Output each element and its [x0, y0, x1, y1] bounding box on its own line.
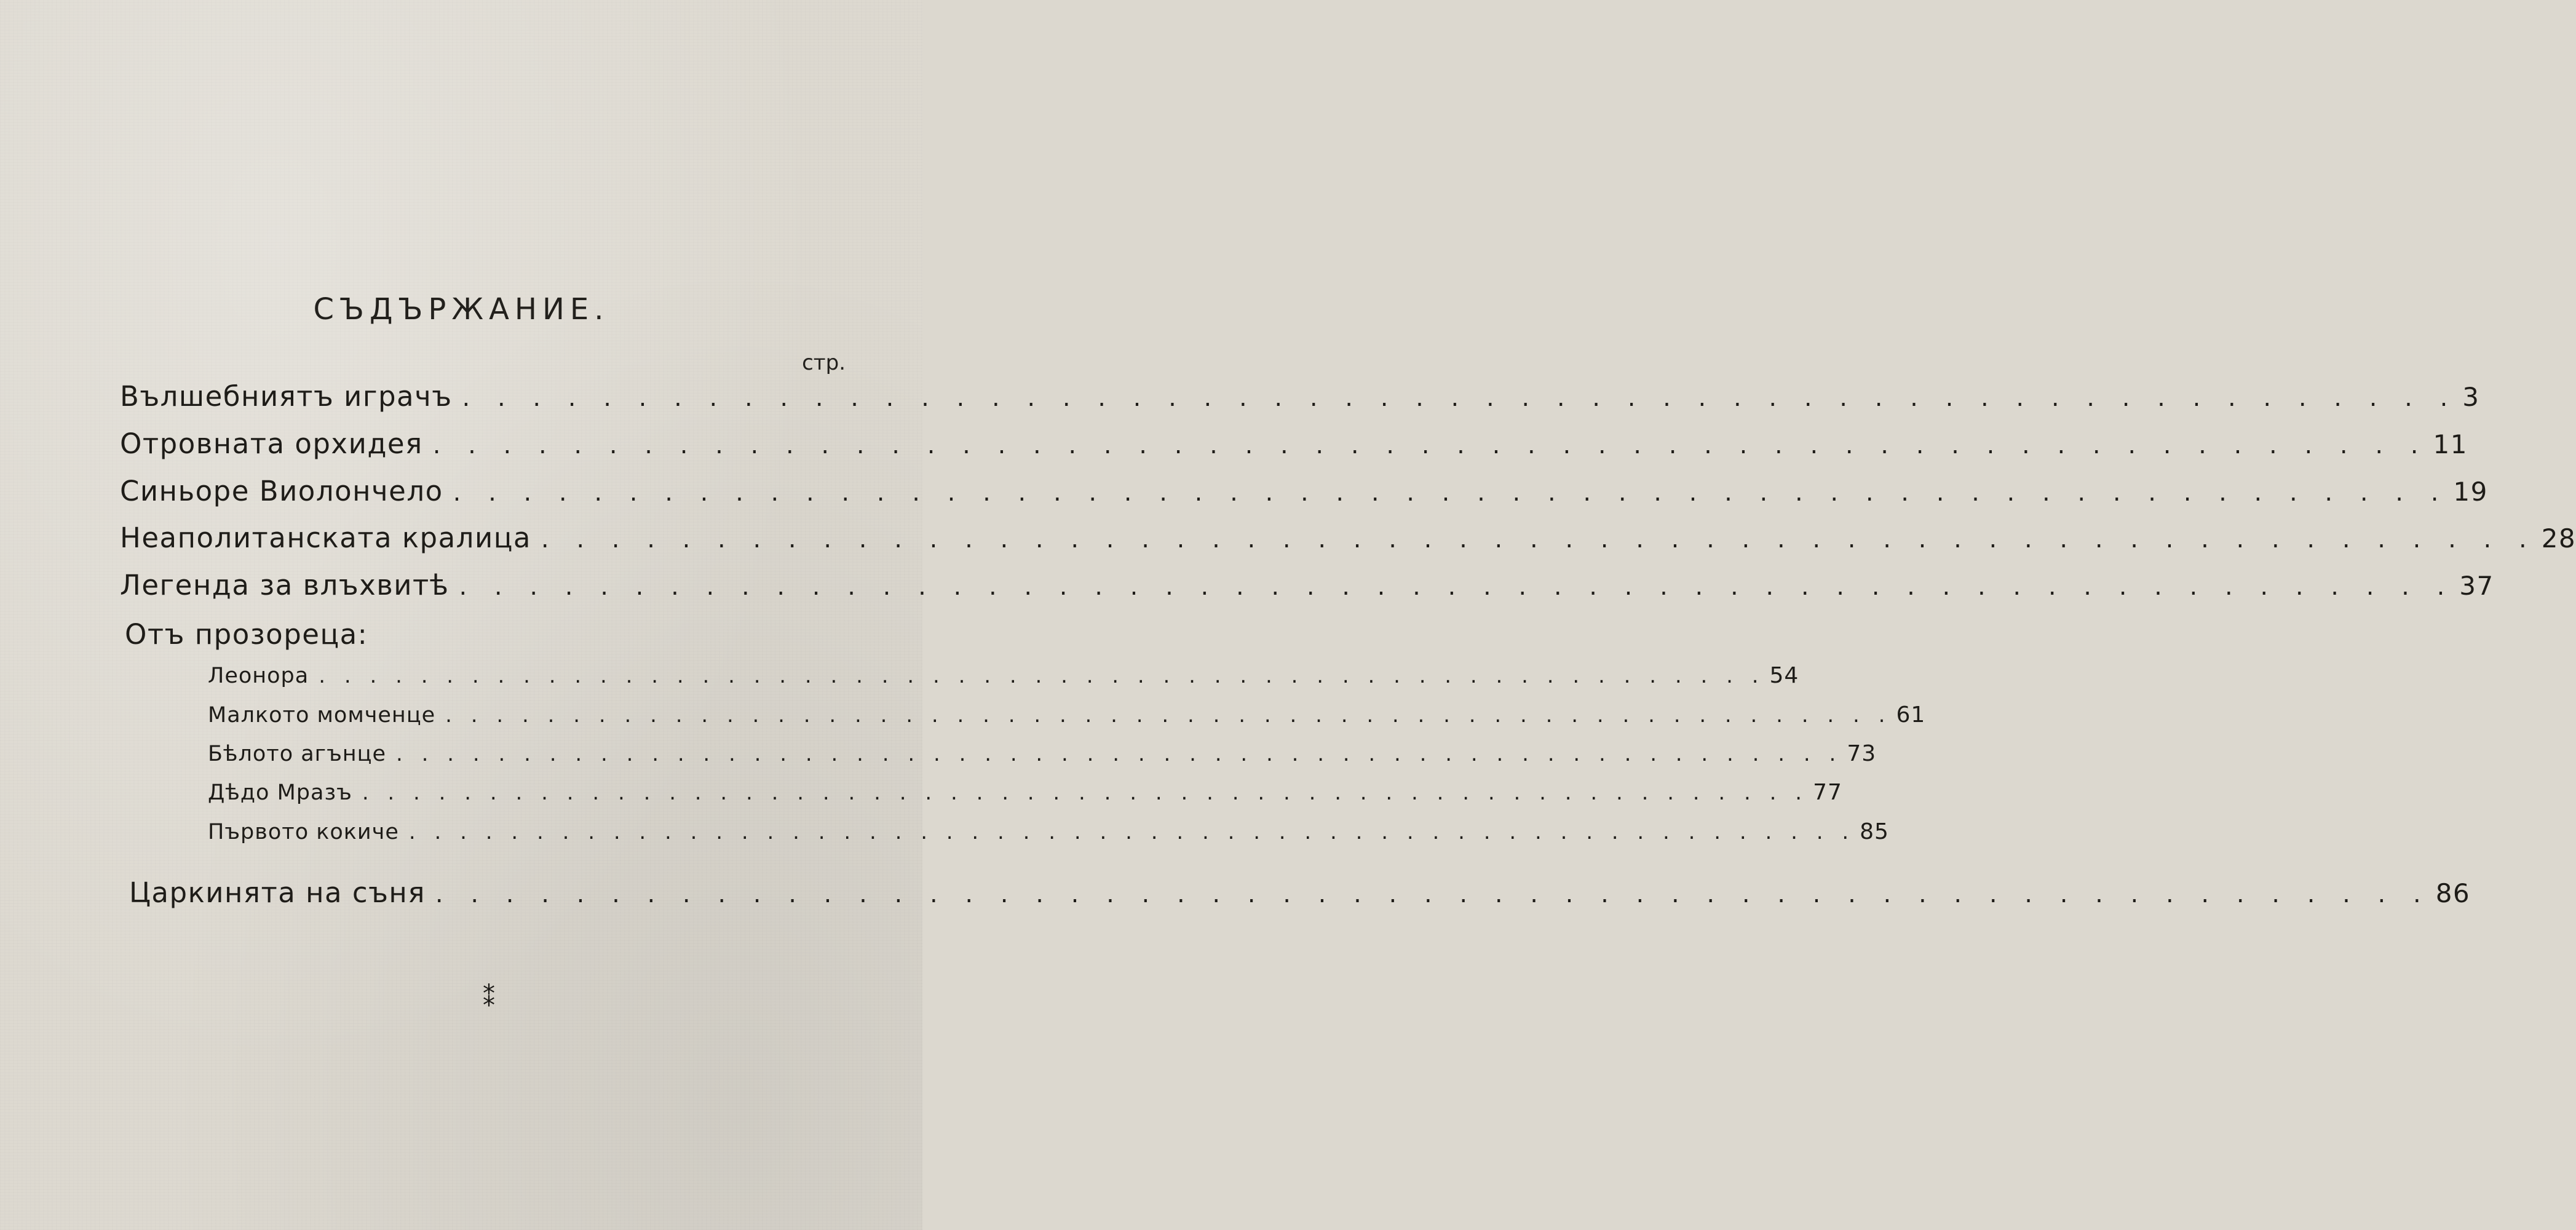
toc-subentry-page: 77 — [1813, 780, 1842, 805]
toc-entry — [120, 427, 2468, 460]
toc-entry-title: Синьоре Виолончело — [120, 475, 443, 507]
dot-leader: . . . . . . . . . . . . . . . . . . . . . . . . . . . . . . . . . . . . . . . . . . . . . . . . . . . . . . . . . — [396, 742, 1842, 766]
toc-entry-page: 19 — [2453, 477, 2488, 507]
toc-entry — [120, 475, 2488, 507]
toc-subentry-title: Дѣдо Мразъ — [208, 780, 352, 805]
toc-entry-page: 11 — [2433, 429, 2468, 459]
toc-entry — [120, 380, 2480, 413]
toc-entry-title: Легенда за влъхвитѣ — [120, 569, 450, 601]
toc-entry-title: Вълшебниятъ играчъ — [120, 380, 453, 413]
dot-leader: . . . . . . . . . . . . . . . . . . . . . . . . . . . . . . . . . . . . . . . . . . . . . . . . . . . . . . . . . — [459, 573, 2455, 601]
toc-subentry-title: Малкото момченце — [208, 703, 436, 728]
dot-leader: . . . . . . . . . . . . . . . . . . . . . . . . . . . . . . . . . . . . . . . . . . . . . . . . . . . . . . . . . — [462, 384, 2458, 412]
toc-entry-title: Неаполитанската кралица — [120, 522, 531, 554]
toc-subentry-title: Бѣлото агънце — [208, 742, 387, 766]
toc-entry-page: 28 — [2541, 523, 2576, 554]
toc-entry — [120, 569, 2494, 601]
toc-entry — [120, 522, 2576, 554]
ornament-icon: ⁑ — [483, 984, 495, 1012]
dot-leader: . . . . . . . . . . . . . . . . . . . . . . . . . . . . . . . . . . . . . . . . . . . . . . . . . . . . . . . . . — [445, 703, 1892, 728]
toc-subentry — [208, 819, 1889, 844]
dot-leader: . . . . . . . . . . . . . . . . . . . . . . . . . . . . . . . . . . . . . . . . . . . . . . . . . . . . . . . . . — [319, 664, 1765, 688]
toc-subentry — [208, 663, 1799, 688]
toc-subentry-page: 54 — [1769, 663, 1799, 688]
toc-entry-page: 86 — [2435, 878, 2471, 908]
toc-subentry — [208, 780, 1842, 805]
dot-leader: . . . . . . . . . . . . . . . . . . . . . . . . . . . . . . . . . . . . . . . . . . . . . . . . . . . . . . . . . — [432, 431, 2428, 459]
toc-subentry-title: Първото кокиче — [208, 820, 399, 844]
toc-subentry — [208, 741, 1877, 766]
toc-subentry-page: 73 — [1847, 741, 1877, 766]
page-column-label: стр. — [802, 351, 846, 375]
toc-entry-page: 3 — [2462, 382, 2480, 412]
dot-leader: . . . . . . . . . . . . . . . . . . . . . . . . . . . . . . . . . . . . . . . . . . . . . . . . . . . . . . . . . — [408, 820, 1855, 844]
toc-entry — [129, 876, 2471, 909]
dot-leader: . . . . . . . . . . . . . . . . . . . . . . . . . . . . . . . . . . . . . . . . . . . . . . . . . . . . . . . . . — [541, 525, 2537, 554]
toc-entry-page: 37 — [2459, 571, 2494, 601]
toc-entry-title: Царкинята на съня — [129, 876, 426, 909]
toc-entry-title: Отровната орхидея — [120, 427, 423, 460]
dot-leader: . . . . . . . . . . . . . . . . . . . . . . . . . . . . . . . . . . . . . . . . . . . . . . . . . . . . . . . . . — [453, 478, 2449, 507]
toc-section-title: Отъ прозореца: — [125, 618, 368, 651]
toc-subentry-page: 85 — [1860, 819, 1889, 844]
dot-leader: . . . . . . . . . . . . . . . . . . . . . . . . . . . . . . . . . . . . . . . . . . . . . . . . . . . . . . . . . — [362, 780, 1809, 805]
contents-heading: СЪДЪРЖАНИЕ. — [313, 292, 609, 327]
toc-subentry — [208, 702, 1926, 728]
dot-leader: . . . . . . . . . . . . . . . . . . . . . . . . . . . . . . . . . . . . . . . . . . . . . . . . . . . . . . . . . — [435, 880, 2431, 908]
toc-subentry-title: Леонора — [208, 664, 309, 688]
toc-subentry-page: 61 — [1896, 702, 1926, 728]
